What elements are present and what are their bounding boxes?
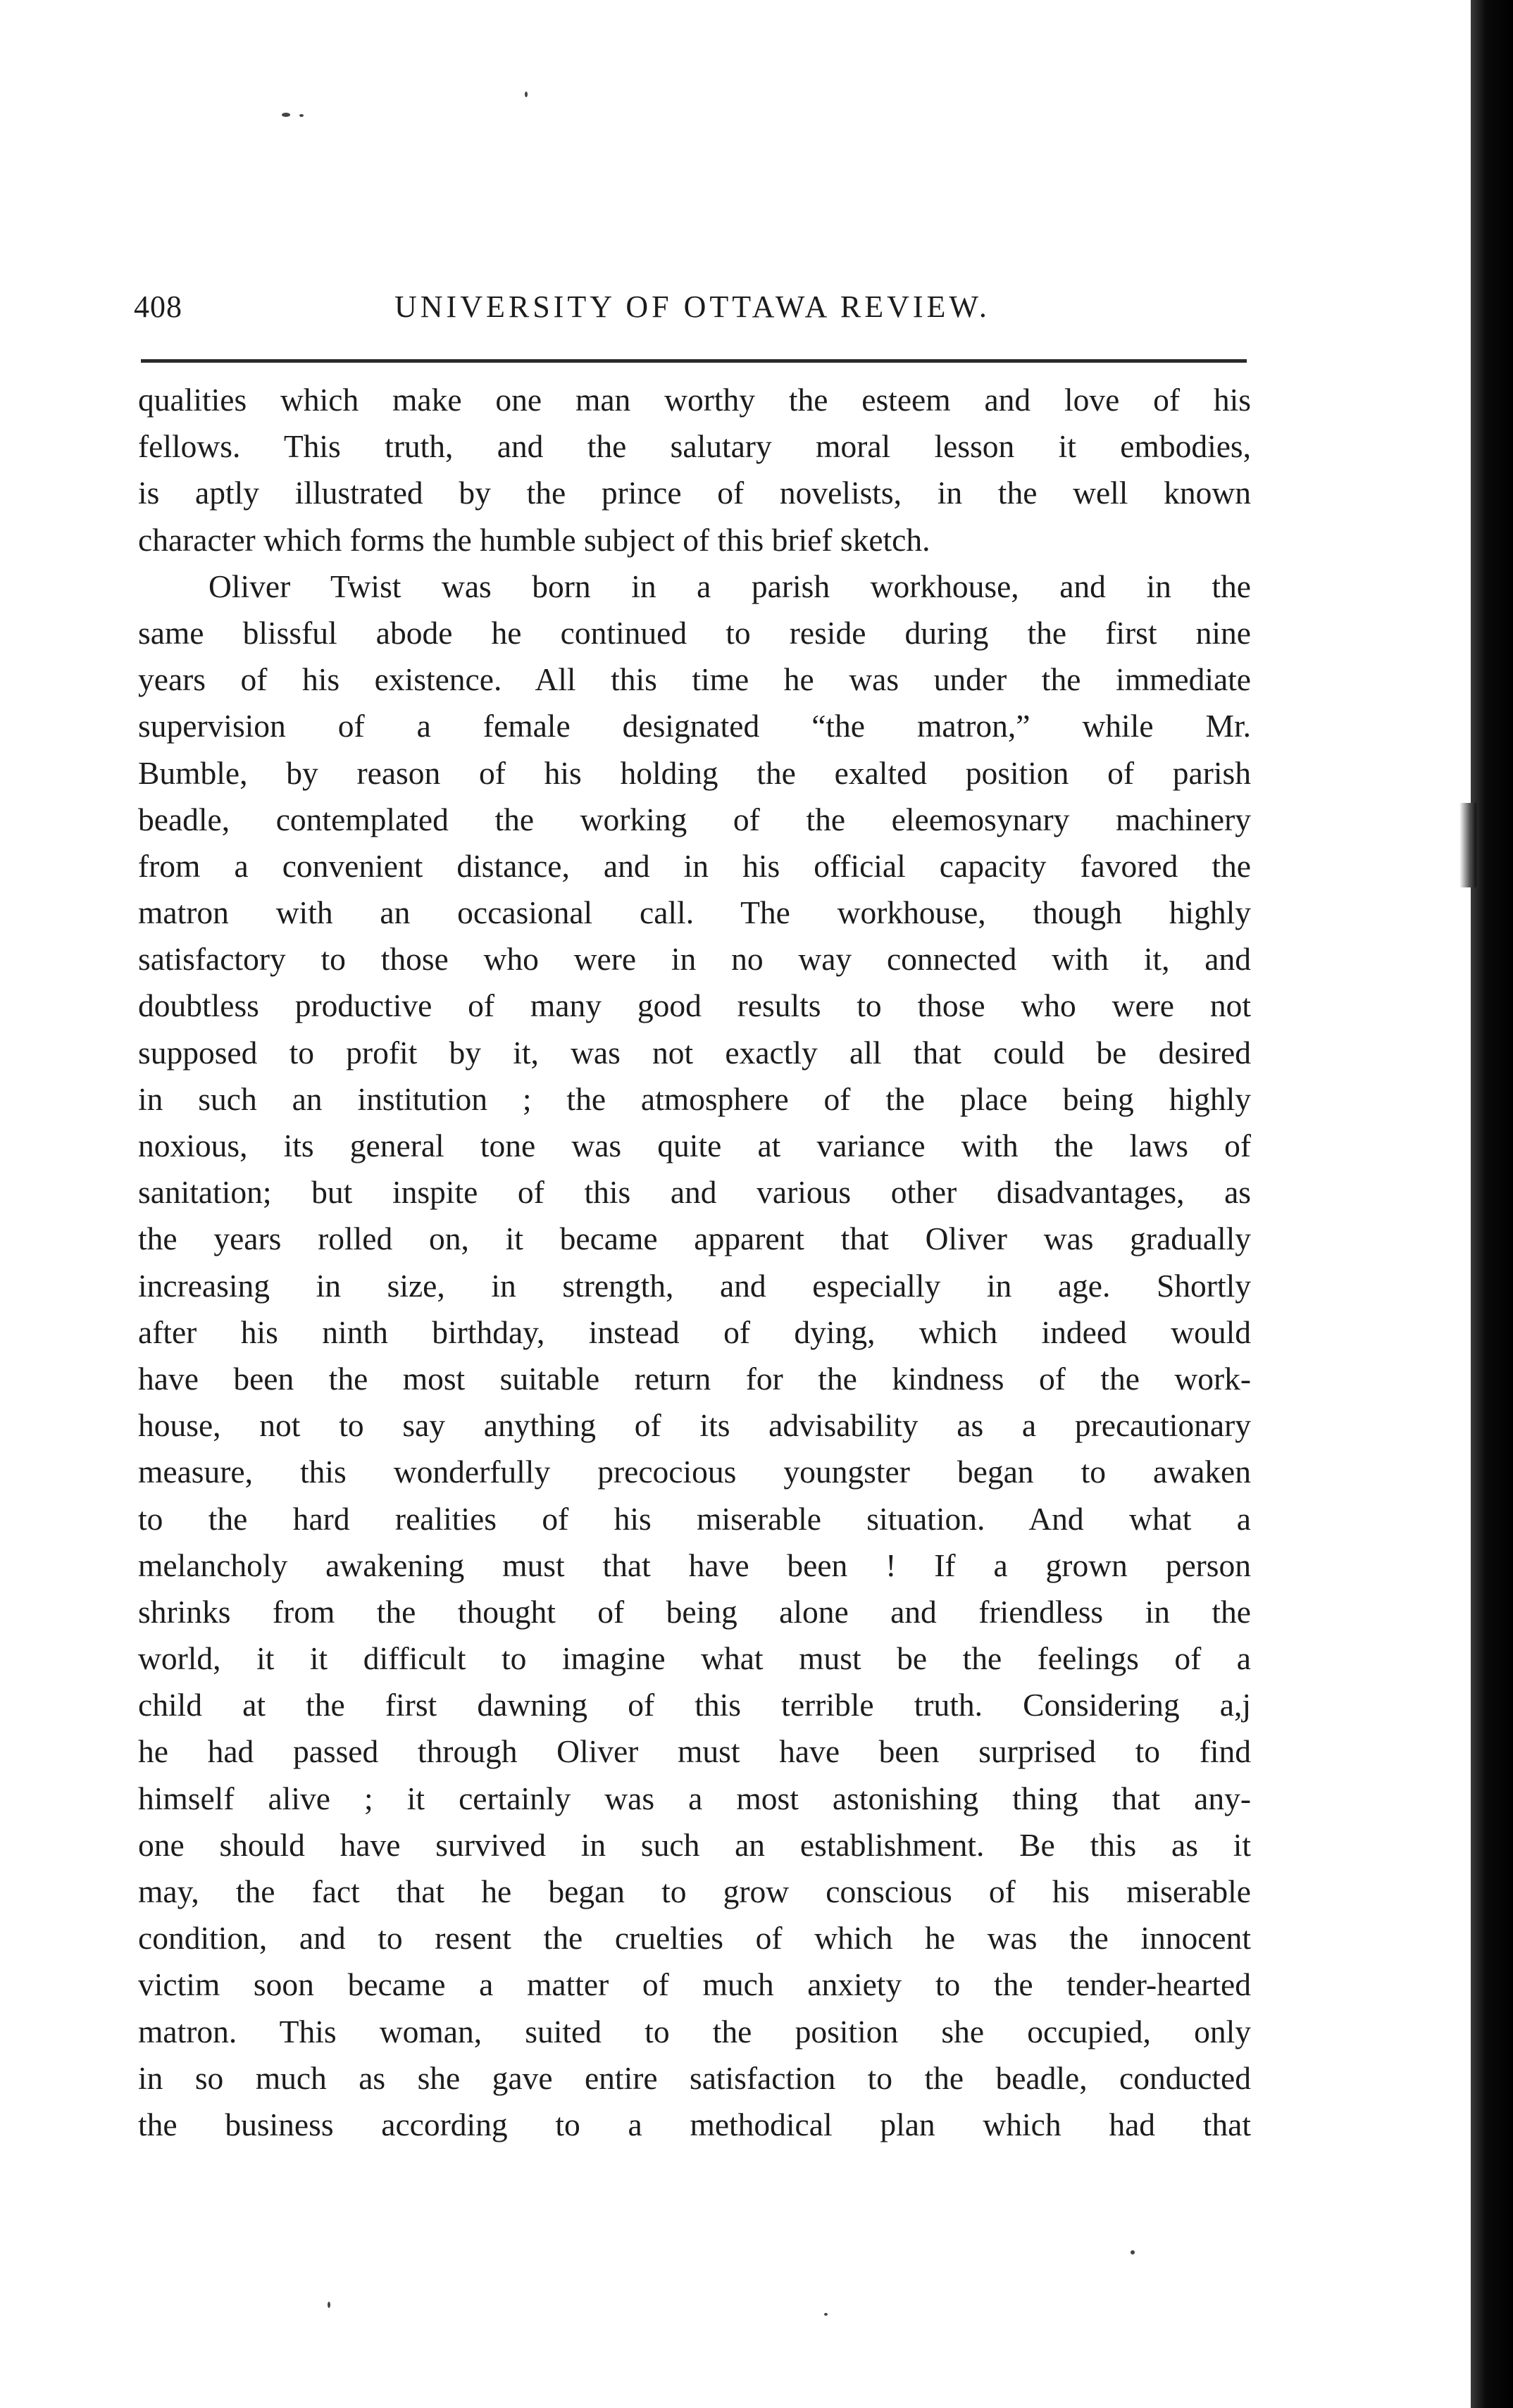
text-line: from a convenient distance, and in his official capacity favored the <box>138 847 1251 884</box>
text-line: in such an institution ; the atmosphere of the place being highly <box>138 1080 1251 1117</box>
scan-speck <box>1131 2250 1135 2254</box>
text-line: one should have survived in such an establishment. Be this as it <box>138 1826 1251 1863</box>
header-rule <box>141 359 1247 363</box>
text-line: victim soon became a matter of much anxiety to the tender-hearted <box>138 1966 1251 2003</box>
text-line: the business according to a methodical plan which had that <box>138 2106 1251 2142</box>
text-line: supposed to profit by it, was not exactly all that could be desired <box>138 1034 1251 1071</box>
text-line: beadle, contemplated the working of the eleemosynary machinery <box>138 801 1251 837</box>
text-line: world, it it difficult to imagine what must be the feelings of a <box>138 1640 1251 1677</box>
scan-speck <box>299 114 304 117</box>
text-line: same blissful abode he continued to reside during the first nine <box>138 614 1251 651</box>
journal-title: UNIVERSITY OF OTTAWA REVIEW. <box>394 289 990 324</box>
text-line: matron. This woman, suited to the position she occupied, only <box>138 2013 1251 2050</box>
text-line: Bumble, by reason of his holding the exalted position of parish <box>138 754 1251 791</box>
scan-speck <box>328 2302 330 2308</box>
text-line: have been the most suitable return for the kindness of the work- <box>138 1360 1251 1397</box>
text-line: sanitation; but inspite of this and various other disadvantages, as <box>138 1174 1251 1211</box>
scan-edge-notch <box>1459 803 1476 887</box>
text-line: increasing in size, in strength, and especially in age. Shortly <box>138 1267 1251 1304</box>
text-line: character which forms the humble subject of this brief sketch. <box>138 521 930 558</box>
text-line: melancholy awakening must that have been ! If a grown person <box>138 1547 1251 1583</box>
text-line: himself alive ; it certainly was a most astonishing thing that any- <box>138 1780 1251 1816</box>
scan-speck <box>824 2313 828 2316</box>
scan-edge-shadow <box>1471 0 1513 2408</box>
text-line: may, the fact that he began to grow conscious of his miserable <box>138 1873 1251 1909</box>
scan-speck <box>525 92 528 97</box>
text-line: years of his existence. All this time he was under the immediate <box>138 661 1251 698</box>
text-line: supervision of a female designated “the matron,” while Mr. <box>138 708 1251 744</box>
text-line: he had passed through Oliver must have been surprised to find <box>138 1733 1251 1770</box>
text-line: doubtless productive of many good results to those who were not <box>138 987 1251 1024</box>
running-head <box>134 289 1254 338</box>
text-line: matron with an occasional call. The workhouse, though highly <box>138 894 1251 931</box>
text-line: after his ninth birthday, instead of dying, which indeed would <box>138 1314 1251 1350</box>
scan-speck <box>282 113 290 117</box>
page-number: 408 <box>134 289 182 324</box>
text-line: the years rolled on, it became apparent that Oliver was gradually <box>138 1221 1251 1257</box>
text-line: in so much as she gave entire satisfaction to the beadle, conducted <box>138 2059 1251 2096</box>
text-line: condition, and to resent the cruelties of which he was the innocent <box>138 1920 1251 1957</box>
text-line: house, not to say anything of its advisability as a precautionary <box>138 1407 1251 1444</box>
body-text <box>138 377 1251 2148</box>
text-line: is aptly illustrated by the prince of novelists, in the well known <box>138 475 1251 511</box>
text-line: child at the first dawning of this terrible truth. Considering a,j <box>138 1687 1251 1723</box>
text-line: to the hard realities of his miserable situation. And what a <box>138 1500 1251 1537</box>
text-line: noxious, its general tone was quite at variance with the laws of <box>138 1128 1251 1164</box>
text-line: qualities which make one man worthy the esteem and love of his <box>138 382 1251 418</box>
text-line: measure, this wonderfully precocious youngster began to awaken <box>138 1454 1251 1490</box>
text-line: Oliver Twist was born in a parish workhouse, and in the <box>208 568 1251 604</box>
text-line: fellows. This truth, and the salutary moral lesson it embodies, <box>138 428 1251 465</box>
text-line: shrinks from the thought of being alone and friendless in the <box>138 1593 1251 1630</box>
text-line: satisfactory to those who were in no way connected with it, and <box>138 941 1251 978</box>
